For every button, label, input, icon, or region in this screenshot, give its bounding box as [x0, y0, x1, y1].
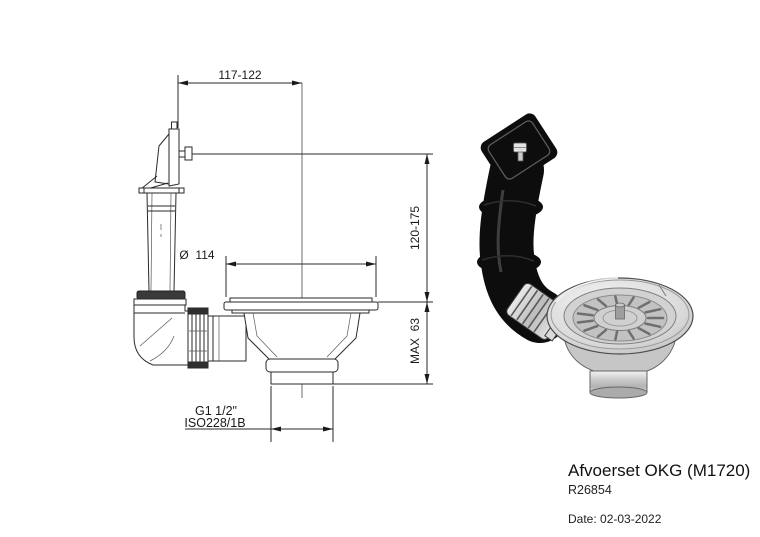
- dimension-flange-diameter-label: Ø 114: [179, 248, 215, 262]
- overflow-plate-drawing: [141, 122, 192, 189]
- dimension-top-width-label: 117-122: [218, 68, 262, 82]
- title-block: [568, 461, 750, 526]
- strainer-drawing: [224, 298, 378, 384]
- dimension-outlet-thread: [184, 386, 333, 442]
- dimension-top-width: [178, 68, 302, 128]
- dimension-pipe-height: [408, 154, 430, 302]
- overflow-pipe-drawing: [134, 188, 186, 305]
- dimension-pipe-height-label: 120-175: [408, 205, 422, 251]
- render-center-pin: [616, 303, 625, 319]
- dimension-max-thickness-label: MAX 63: [408, 317, 422, 365]
- coupling-nut-drawing: [188, 308, 208, 368]
- render-strainer: [547, 278, 693, 398]
- elbow-drawing: [134, 305, 246, 368]
- product-render: [477, 111, 693, 398]
- article-code: R26854: [568, 483, 612, 497]
- drawing-date: Date: 02-03-2022: [568, 512, 662, 526]
- product-title: Afvoerset OKG (M1720): [568, 461, 751, 480]
- thread-size-label: G1 1/2": [195, 404, 237, 418]
- render-outlet: [590, 371, 647, 398]
- dimension-flange-diameter: [179, 248, 376, 297]
- technical-drawing: [134, 68, 433, 442]
- dimension-max-thickness: [408, 302, 430, 384]
- thread-standard-label: ISO228/1B: [184, 416, 246, 430]
